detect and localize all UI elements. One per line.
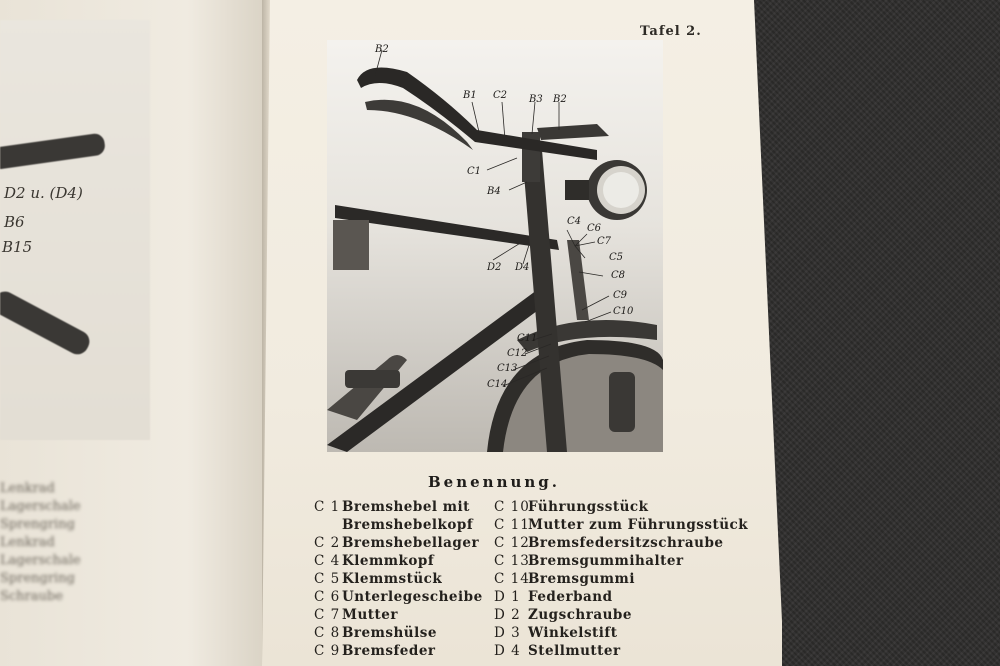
legend-name: Klemmkopf [342,553,435,569]
legend-code: C 10 [494,499,530,515]
bicycle-illustration [327,40,663,452]
legend-row [494,588,748,606]
callout-c12: C12 [507,348,528,359]
legend-name: Bremsfedersitzschraube [528,535,724,551]
callout-c2: C2 [493,90,508,101]
callout-c7: C7 [597,236,612,247]
legend-row [494,498,748,516]
legend-name: Bremsfeder [342,643,436,659]
plate-title: Tafel 2. [640,24,702,39]
callout-c6: C6 [587,223,602,234]
legend-code: C 6 [314,589,341,605]
legend-name: Mutter [342,607,398,623]
callout-c10: C10 [613,306,634,317]
legend-code: C 1 [314,499,341,515]
callout-b2-top: B2 [375,44,389,55]
left-label-b15: B15 [2,238,33,256]
left-label-d2-d4: D2 u. (D4) [4,184,83,202]
legend-row [314,588,483,606]
left-page [0,0,268,666]
legend-code: C 12 [494,535,530,551]
legend-name: Bremshülse [342,625,437,641]
legend-row [314,570,483,588]
legend-row [494,552,748,570]
legend-code: C 14 [494,571,530,587]
legend-name: Bremshebellager [342,535,480,551]
callout-b2-right: B2 [553,94,567,105]
legend-code: D 4 [494,643,521,659]
legend-name: Bremsgummi [528,571,635,587]
callout-c9: C9 [613,290,628,301]
callout-c4: C4 [567,216,582,227]
legend-row [494,570,748,588]
left-label-b6: B6 [4,213,25,231]
legend-row [314,642,483,660]
legend-code: D 3 [494,625,521,641]
callout-c14: C14 [487,379,508,390]
legend-code: C 11 [494,517,530,533]
legend-row [494,606,748,624]
callout-c13: C13 [497,363,518,374]
legend-column-left [314,498,483,660]
callout-c11: C11 [517,333,538,344]
legend-code: C 13 [494,553,530,569]
legend-name: Bremshebel mit [342,499,470,515]
legend-row [494,534,748,552]
callout-b4: B4 [487,186,501,197]
legend-name: Mutter zum Führungsstück [528,517,749,533]
legend-name: Zugschraube [528,607,632,623]
legend-row [314,516,483,534]
callout-c5: C5 [609,252,624,263]
legend-code: C 8 [314,625,341,641]
callout-b1: B1 [463,90,477,101]
left-page-blurred-text: Lenkrad Lagerschale Sprengring Lenkrad Lagerschale Sprengring Schraube [0,481,81,604]
bicycle-photo [327,40,663,452]
legend-name: Klemmstück [342,571,443,587]
legend-code: D 1 [494,589,521,605]
legend-name: Führungsstück [528,499,649,515]
legend-name: Bremshebelkopf [342,517,474,533]
legend-code: C 9 [314,643,341,659]
legend-row [494,624,748,642]
legend-name: Winkelstift [528,625,618,641]
legend-heading: Benennung. [428,473,561,491]
legend-row [494,642,748,660]
legend-row [314,606,483,624]
legend-code: C 7 [314,607,341,623]
legend-row [314,498,483,516]
callout-b3: B3 [529,94,543,105]
legend-row [314,624,483,642]
callout-d2: D2 [487,262,502,273]
legend-name: Federband [528,589,613,605]
legend-column-right [494,498,748,660]
legend-name: Bremsgummihalter [528,553,684,569]
legend-code: C 4 [314,553,341,569]
legend-code: D 2 [494,607,521,623]
legend-name: Unterlegescheibe [342,589,483,605]
legend-name: Stellmutter [528,643,621,659]
legend-row [314,552,483,570]
callout-c1: C1 [467,166,482,177]
legend-code: C 5 [314,571,341,587]
callout-d4: D4 [515,262,530,273]
legend-row [314,534,483,552]
callout-c8: C8 [611,270,626,281]
legend-row [494,516,748,534]
legend-code: C 2 [314,535,341,551]
